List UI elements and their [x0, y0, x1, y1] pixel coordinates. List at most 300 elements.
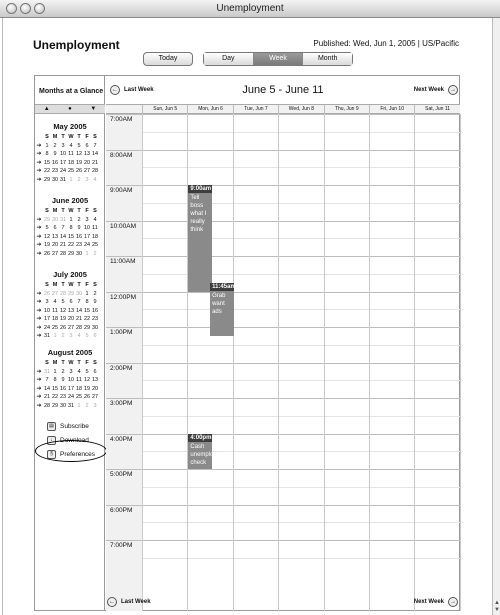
week-arrow-icon[interactable]: ➔	[36, 316, 42, 322]
mini-day[interactable]: 27	[83, 168, 91, 174]
mini-day[interactable]: 16	[51, 159, 59, 166]
mini-day[interactable]: 17	[59, 159, 67, 166]
day-header[interactable]: Fri, Jun 10	[369, 105, 414, 115]
bottom-week-nav	[103, 597, 460, 611]
mini-day[interactable]: 14	[59, 233, 67, 240]
mini-day[interactable]: 21	[43, 394, 51, 400]
weekday-label: S	[93, 360, 97, 366]
mini-day[interactable]: 4	[77, 333, 81, 339]
scroll-down-icon[interactable]: ▼	[494, 607, 500, 613]
published-info: Published: Wed, Jun 1, 2005 | US/Pacific	[313, 39, 459, 48]
hour-line	[106, 540, 460, 541]
day-header[interactable]: Sat, Jun 11	[414, 105, 459, 115]
mini-day[interactable]: 31	[59, 216, 67, 223]
last-week-label-bottom: Last Week	[121, 599, 151, 605]
mini-day[interactable]: 18	[51, 316, 59, 322]
mini-day[interactable]: 5	[85, 368, 89, 375]
day-column-line	[142, 114, 143, 611]
mini-day[interactable]: 13	[83, 151, 91, 157]
mini-day[interactable]: 8	[69, 225, 73, 231]
mini-day[interactable]: 5	[77, 142, 81, 149]
mini-day[interactable]: 3	[85, 216, 89, 223]
mini-day[interactable]: 31	[43, 333, 51, 339]
mini-day[interactable]: 20	[51, 242, 59, 248]
mini-week-row	[35, 324, 105, 333]
mini-day[interactable]: 24	[59, 168, 67, 174]
week-arrow-icon[interactable]: ➔	[36, 299, 42, 305]
mini-day[interactable]: 22	[67, 242, 75, 248]
time-label: 3:00PM	[110, 400, 133, 407]
mini-day[interactable]: 19	[59, 316, 67, 322]
half-hour-line	[142, 380, 460, 381]
week-grid	[106, 114, 460, 611]
next-week-label: Next Week	[413, 87, 444, 93]
mini-day[interactable]: 2	[77, 216, 81, 223]
mini-day[interactable]: 19	[83, 385, 91, 392]
subscribe-link[interactable]	[47, 420, 95, 432]
mini-day[interactable]: 2	[77, 176, 81, 183]
mini-day[interactable]: 7	[45, 377, 49, 383]
day-header[interactable]: Sun, Jun 5	[142, 105, 187, 115]
mini-day[interactable]: 11	[68, 151, 74, 157]
today-button[interactable]: Today	[143, 52, 193, 66]
weekday-label: S	[93, 208, 97, 214]
mini-day[interactable]: 26	[43, 290, 51, 297]
mini-day[interactable]: 9	[53, 151, 57, 157]
mini-day[interactable]: 21	[75, 316, 83, 322]
half-hour-line	[142, 132, 460, 133]
mini-day[interactable]: 20	[83, 159, 91, 166]
mini-day[interactable]: 25	[51, 324, 59, 331]
mini-weekday-header	[35, 133, 105, 142]
mini-day[interactable]: 9	[93, 299, 97, 305]
mini-week-row	[35, 241, 105, 250]
mini-day[interactable]: 30	[75, 290, 83, 297]
calendar-event[interactable]	[188, 185, 212, 292]
half-hour-line	[142, 167, 460, 168]
mini-week-row	[35, 159, 105, 168]
mini-week-row	[35, 167, 105, 176]
preferences-highlight-oval	[35, 440, 107, 462]
week-arrow-icon[interactable]: ➔	[36, 385, 42, 392]
mini-day[interactable]: 3	[45, 299, 49, 305]
mini-day[interactable]: 18	[75, 385, 83, 392]
mini-day[interactable]: 24	[43, 324, 51, 331]
mini-day[interactable]: 7	[93, 142, 97, 149]
event-title: Tell boss what I really think	[190, 195, 207, 233]
mini-day[interactable]: 22	[43, 168, 51, 174]
event-time: 4:00pm	[190, 434, 212, 441]
weekday-label: T	[77, 208, 81, 214]
mini-day[interactable]: 31	[59, 176, 67, 183]
mini-day[interactable]: 7	[61, 225, 65, 231]
week-arrow-icon[interactable]: ➔	[36, 333, 42, 339]
mini-day[interactable]: 11	[76, 377, 82, 383]
next-week-link-bottom[interactable]	[414, 597, 458, 607]
mini-day[interactable]: 4	[53, 299, 57, 305]
mini-day[interactable]: 16	[75, 233, 83, 240]
mini-day[interactable]: 2	[53, 142, 57, 149]
mini-day[interactable]: 1	[85, 250, 89, 257]
mini-day[interactable]: 5	[85, 333, 89, 339]
window-titlebar	[0, 0, 500, 18]
tab-day[interactable]: Day	[204, 53, 253, 65]
mini-day[interactable]: 11	[92, 225, 98, 231]
mini-day[interactable]: 9	[77, 225, 81, 231]
day-column-line	[324, 114, 325, 611]
week-arrow-icon[interactable]: ➔	[36, 151, 42, 157]
mini-day[interactable]: 23	[91, 316, 99, 322]
mini-day[interactable]: 29	[83, 324, 91, 331]
calendar-container	[34, 75, 460, 611]
time-label: 5:00PM	[110, 471, 133, 478]
week-arrow-icon[interactable]: ➔	[36, 142, 42, 149]
half-hour-line	[142, 416, 460, 417]
arrow-right-icon: →	[450, 87, 456, 93]
mini-day[interactable]: 5	[61, 299, 65, 305]
hour-line	[106, 114, 460, 115]
hour-line	[106, 363, 460, 364]
mini-day[interactable]: 12	[59, 307, 67, 314]
hour-line	[106, 327, 460, 328]
weekday-label: W	[68, 208, 74, 214]
last-week-label: Last Week	[124, 87, 154, 93]
mini-day[interactable]: 1	[45, 142, 49, 149]
mini-day[interactable]: 22	[51, 394, 59, 400]
mini-day[interactable]: 26	[43, 250, 51, 257]
mini-week-row	[35, 393, 105, 402]
mini-day[interactable]: 25	[67, 168, 75, 174]
weekday-label: F	[85, 134, 89, 140]
mini-day[interactable]: 27	[51, 290, 59, 297]
week-range: June 5 - June 11	[242, 84, 324, 96]
weekday-label: M	[52, 208, 58, 214]
event-time: 9:00am	[190, 186, 212, 192]
mini-day[interactable]: 8	[53, 377, 57, 383]
week-arrow-icon[interactable]: ➔	[36, 402, 42, 409]
mini-day[interactable]: 9	[61, 377, 65, 383]
mini-day[interactable]: 31	[67, 402, 75, 409]
mini-day[interactable]: 30	[51, 216, 59, 223]
mini-day[interactable]: 2	[61, 368, 65, 375]
mini-day[interactable]: 11	[52, 307, 58, 314]
weekday-label: M	[52, 360, 58, 366]
week-arrow-icon[interactable]: ➔	[36, 250, 42, 257]
mini-month-title[interactable]: July 2005	[53, 270, 87, 279]
hour-line	[106, 292, 460, 293]
week-arrow-icon[interactable]: ➔	[36, 225, 42, 231]
preferences-label: Preferences	[60, 450, 96, 458]
mini-day[interactable]: 15	[67, 233, 75, 240]
hour-line	[106, 505, 460, 506]
weekday-label: T	[61, 360, 65, 366]
week-arrow-icon[interactable]: ➔	[36, 176, 42, 183]
mini-day[interactable]: 15	[43, 159, 51, 166]
weekday-label: T	[61, 208, 65, 214]
weekday-label: T	[77, 134, 81, 140]
mini-day[interactable]: 16	[91, 307, 99, 314]
mini-day[interactable]: 6	[93, 333, 97, 339]
mini-day[interactable]: 5	[45, 225, 49, 231]
mini-week-row	[35, 385, 105, 394]
calendar-event[interactable]	[210, 283, 234, 336]
mini-day[interactable]: 20	[91, 385, 99, 392]
time-label: 7:00PM	[110, 542, 133, 549]
mini-day[interactable]: 15	[51, 385, 59, 392]
day-header[interactable]: Mon, Jun 6	[187, 105, 232, 115]
calendar-event[interactable]	[188, 434, 230, 470]
mini-day[interactable]: 12	[83, 377, 91, 383]
mini-day[interactable]: 2	[85, 402, 89, 409]
week-arrow-icon[interactable]: ➔	[36, 233, 42, 240]
half-hour-line	[142, 558, 460, 559]
weekday-label: T	[61, 134, 65, 140]
preferences-icon: §	[47, 450, 56, 459]
week-arrow-icon[interactable]: ➔	[36, 168, 42, 174]
mini-day[interactable]: 13	[51, 233, 59, 240]
mini-day[interactable]: 3	[93, 402, 97, 409]
mini-day[interactable]: 21	[59, 242, 67, 248]
half-hour-line	[142, 309, 460, 310]
mini-day[interactable]: 12	[43, 233, 51, 240]
mini-week-row	[35, 142, 105, 151]
mini-month-title[interactable]: May 2005	[53, 122, 87, 131]
mini-day[interactable]: 23	[51, 168, 59, 174]
half-hour-line	[142, 345, 460, 346]
mini-day[interactable]: 6	[93, 368, 97, 375]
mini-day[interactable]: 6	[85, 142, 89, 149]
time-label: 9:00AM	[110, 187, 133, 194]
mini-weekday-header	[35, 207, 105, 216]
calendar-page	[2, 18, 498, 615]
day-column-line	[233, 114, 234, 611]
weekday-label: W	[68, 282, 74, 288]
mini-day[interactable]: 8	[85, 299, 89, 305]
mini-month	[35, 122, 105, 184]
mini-day[interactable]: 13	[91, 377, 99, 383]
mini-day[interactable]: 29	[67, 250, 75, 257]
mini-day[interactable]: 26	[75, 168, 83, 174]
day-header-row	[106, 104, 460, 114]
mini-day[interactable]: 4	[77, 368, 81, 375]
arrow-left-icon: ←	[112, 87, 118, 93]
weekday-label: S	[45, 360, 49, 366]
mini-day[interactable]: 6	[69, 299, 73, 305]
tab-week[interactable]: Week	[253, 53, 303, 65]
mini-day[interactable]: 24	[83, 242, 91, 248]
mini-day[interactable]: 10	[59, 151, 67, 157]
vertical-scrollbar[interactable]	[492, 18, 500, 615]
mini-day[interactable]: 23	[59, 394, 67, 400]
mini-day[interactable]: 4	[69, 142, 73, 149]
mini-day[interactable]: 10	[83, 225, 91, 231]
mini-day[interactable]: 18	[67, 159, 75, 166]
mini-day[interactable]: 1	[53, 333, 57, 339]
week-arrow-icon[interactable]: ➔	[36, 394, 42, 400]
mini-week-row	[35, 298, 105, 307]
mini-day[interactable]: 30	[91, 324, 99, 331]
mini-day[interactable]: 30	[59, 402, 67, 409]
month-down-icon[interactable]: ▼	[90, 106, 97, 112]
mini-day[interactable]: 3	[69, 333, 73, 339]
mini-day[interactable]: 20	[67, 316, 75, 322]
mini-day[interactable]: 15	[83, 307, 91, 314]
hour-line	[106, 469, 460, 470]
mini-day[interactable]: 29	[51, 402, 59, 409]
mini-day[interactable]: 4	[93, 216, 97, 223]
week-arrow-icon[interactable]: ➔	[36, 290, 42, 297]
mini-day[interactable]: 1	[53, 368, 57, 375]
day-header[interactable]: Thu, Jun 9	[324, 105, 369, 115]
weekday-label: S	[45, 134, 49, 140]
weekday-label: S	[45, 282, 49, 288]
mini-day[interactable]: 7	[77, 299, 81, 305]
hour-line	[106, 434, 460, 435]
weekday-label: W	[68, 134, 74, 140]
mini-day[interactable]: 17	[67, 385, 75, 392]
event-title: Cash unemployment check	[190, 443, 230, 466]
day-column-line	[278, 114, 279, 611]
time-label: 4:00PM	[110, 435, 133, 443]
mini-weekday-header	[35, 281, 105, 290]
day-header[interactable]: Wed, Jun 8	[278, 105, 323, 115]
mini-day[interactable]: 18	[91, 233, 99, 240]
mini-week-row	[35, 402, 105, 411]
mini-day[interactable]: 19	[43, 242, 51, 248]
mini-day[interactable]: 10	[67, 377, 75, 383]
mini-day[interactable]: 10	[43, 307, 51, 314]
mini-day[interactable]: 28	[43, 402, 51, 409]
tab-month[interactable]: Month	[302, 53, 352, 65]
mini-day[interactable]: 2	[93, 290, 97, 297]
weekday-label: T	[77, 360, 81, 366]
mini-day[interactable]: 12	[75, 151, 83, 157]
mini-weekday-header	[35, 359, 105, 368]
time-label: 10:00AM	[110, 222, 137, 230]
mini-day[interactable]: 31	[43, 368, 51, 375]
arrow-right-icon: →	[450, 599, 456, 605]
time-label: 1:00PM	[110, 329, 133, 336]
weekday-label: F	[85, 360, 89, 366]
next-week-link[interactable]	[414, 85, 458, 95]
mini-day[interactable]: 1	[69, 176, 73, 183]
mini-day[interactable]: 27	[91, 394, 99, 400]
weekday-label: S	[93, 282, 97, 288]
half-hour-line	[142, 487, 460, 488]
week-arrow-icon[interactable]: ➔	[36, 159, 42, 166]
mini-day[interactable]: 14	[91, 151, 99, 157]
mini-day[interactable]: 1	[85, 290, 89, 297]
mini-day[interactable]: 28	[59, 290, 67, 297]
mini-day[interactable]: 26	[83, 394, 91, 400]
mini-week-row	[35, 224, 105, 233]
mini-day[interactable]: 30	[75, 250, 83, 257]
mini-day[interactable]: 22	[83, 316, 91, 322]
mini-day[interactable]: 29	[43, 216, 51, 223]
mini-day[interactable]: 28	[59, 250, 67, 257]
mini-day[interactable]: 14	[43, 385, 51, 392]
mini-day[interactable]: 26	[59, 324, 67, 331]
mini-day[interactable]: 8	[45, 151, 49, 157]
mini-day[interactable]: 25	[75, 394, 83, 400]
mini-day[interactable]: 17	[43, 316, 51, 322]
mini-week-row	[35, 150, 105, 159]
mini-day[interactable]: 28	[91, 168, 99, 174]
week-arrow-icon[interactable]: ➔	[36, 307, 42, 314]
mini-day[interactable]: 19	[75, 159, 83, 166]
mini-week-row	[35, 176, 105, 185]
mini-day[interactable]: 16	[59, 385, 67, 392]
download-icon: ↓	[47, 436, 56, 445]
mini-day[interactable]: 25	[91, 242, 99, 248]
mini-day[interactable]: 4	[93, 176, 97, 183]
mini-day[interactable]: 1	[69, 216, 73, 223]
mini-day[interactable]: 13	[67, 307, 75, 314]
week-arrow-icon[interactable]: ➔	[36, 242, 42, 248]
mini-week-row	[35, 307, 105, 316]
hour-line	[106, 221, 460, 222]
time-label: 6:00PM	[110, 506, 133, 514]
mini-week-row	[35, 315, 105, 324]
mini-day[interactable]: 3	[61, 142, 65, 149]
weekday-label: T	[77, 282, 81, 288]
mini-day[interactable]: 29	[43, 176, 51, 183]
mini-day[interactable]: 23	[75, 242, 83, 248]
mini-week-row	[35, 376, 105, 385]
scroll-up-icon[interactable]: ▲	[494, 600, 500, 606]
mini-day[interactable]: 17	[83, 233, 91, 240]
mini-day[interactable]: 28	[75, 324, 83, 331]
week-header	[106, 76, 460, 104]
mini-day[interactable]: 3	[85, 176, 89, 183]
mini-day[interactable]: 2	[61, 333, 65, 339]
month-up-icon[interactable]: ▲	[43, 106, 50, 112]
mini-day[interactable]: 6	[53, 225, 57, 231]
week-arrow-icon[interactable]: ➔	[36, 324, 42, 331]
next-week-label-bottom: Next Week	[413, 599, 444, 605]
week-arrow-icon[interactable]: ➔	[36, 368, 42, 375]
weekday-label: M	[52, 282, 58, 288]
last-week-link-bottom[interactable]	[107, 597, 151, 607]
mini-day[interactable]: 27	[51, 250, 59, 257]
months-sidebar	[35, 76, 105, 610]
time-label: 2:00PM	[110, 364, 133, 372]
mini-day[interactable]: 30	[51, 176, 59, 183]
mini-week-row	[35, 216, 105, 225]
month-current-icon[interactable]: ●	[68, 106, 72, 112]
mini-day[interactable]: 2	[93, 250, 97, 257]
mini-day[interactable]: 27	[67, 324, 75, 331]
weekday-label: F	[85, 282, 89, 288]
mini-month-title[interactable]: August 2005	[47, 348, 93, 357]
mini-day[interactable]: 3	[69, 368, 73, 375]
sidebar-title: Months at a Glance	[39, 88, 104, 95]
mini-day[interactable]: 14	[75, 307, 83, 314]
day-column-line	[414, 114, 415, 611]
day-column-line	[460, 114, 461, 611]
mini-month-title[interactable]: June 2005	[51, 196, 89, 205]
weekday-label: T	[61, 282, 65, 288]
mini-day[interactable]: 29	[67, 290, 75, 297]
mini-week-row	[35, 332, 105, 341]
day-header[interactable]: Tue, Jun 7	[233, 105, 278, 115]
mini-day[interactable]: 24	[67, 394, 75, 400]
week-arrow-icon[interactable]: ➔	[36, 216, 42, 223]
mini-day[interactable]: 1	[77, 402, 81, 409]
week-arrow-icon[interactable]: ➔	[36, 377, 42, 383]
mini-day[interactable]: 21	[91, 159, 99, 166]
subscribe-label: Subscribe	[60, 422, 89, 430]
